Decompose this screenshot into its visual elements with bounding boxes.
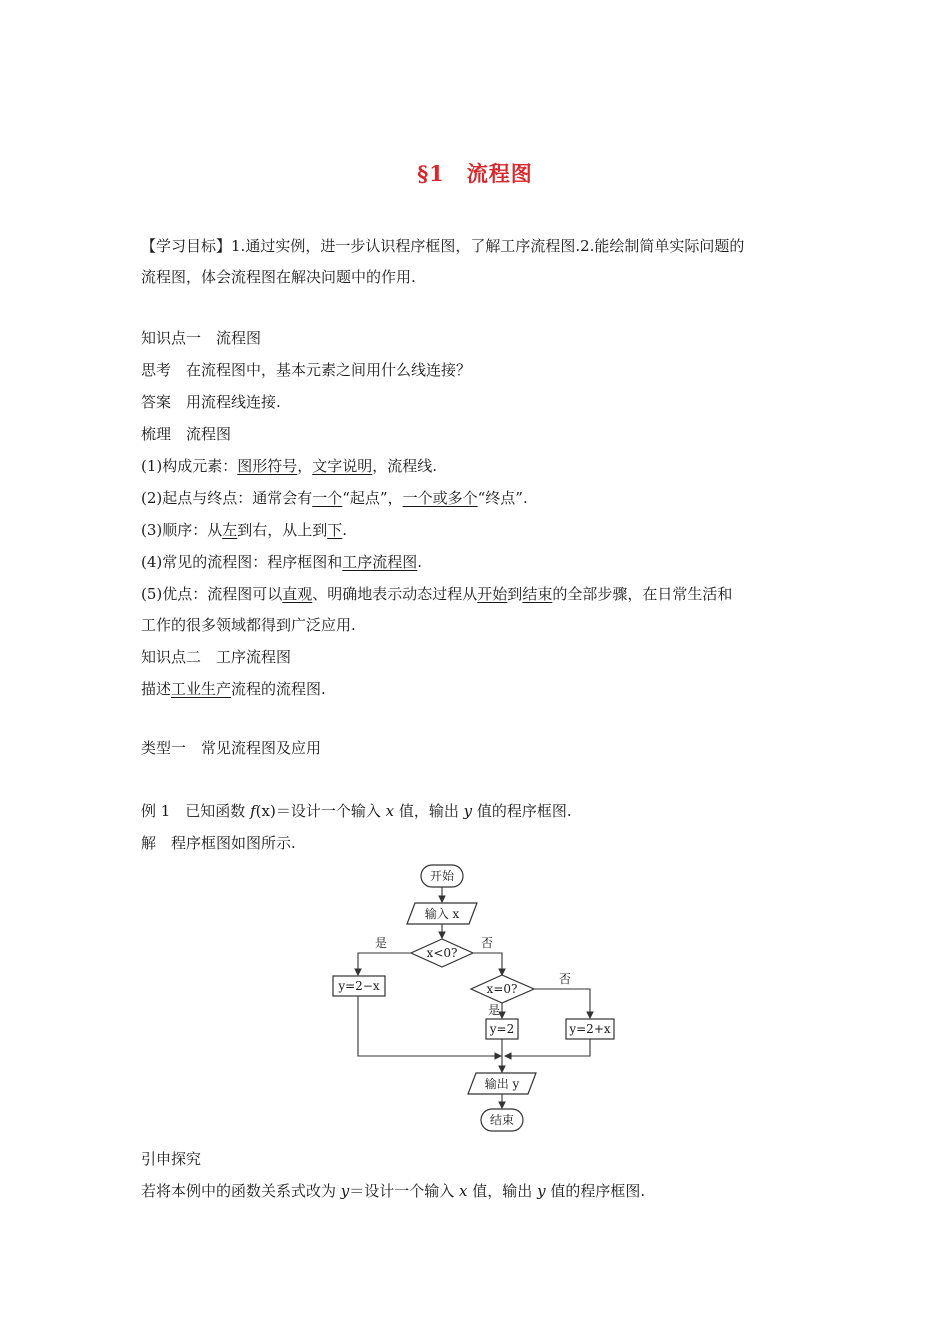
box-left-label: y=2−x [338,979,380,993]
no-label-1: 否 [481,936,494,950]
kp2-heading: 知识点二 工序流程图 [141,648,292,666]
yes-label-1: 是 [375,936,388,950]
box-right-label: y=2+x [569,1022,611,1036]
kp1-item-1: (1)构成元素：图形符号，文字说明，流程线. [141,457,438,475]
kp1-item-5: (5)优点：流程图可以直观、明确地表示动态过程从开始到结束的全部步骤，在日常生活和 [141,585,733,603]
yes-label-2: 是 [488,1003,501,1017]
flowchart [325,858,625,1138]
objectives-line-2: 流程图，体会流程图在解决问题中的作用. [141,268,416,286]
kp2-text: 描述工业生产流程的流程图. [141,680,326,698]
kp1-summary: 梳理 流程图 [141,425,232,443]
solution-text: 解 程序框图如图所示. [141,834,296,852]
type-heading: 类型一 常见流程图及应用 [141,739,322,757]
box-mid-label: y=2 [489,1022,515,1036]
kp1-item-2: (2)起点与终点：通常会有一个“起点”，一个或多个“终点”. [141,489,528,507]
start-label: 开始 [429,869,455,883]
objectives-line-1: 【学习目标】1.通过实例，进一步认识程序框图，了解工序流程图.2.能绘制简单实际问题的 [141,237,745,255]
no-label-2: 否 [559,972,572,986]
end-label: 结束 [489,1113,515,1127]
page-title: §1 流程图 [417,161,533,186]
kp1-think: 思考 在流程图中，基本元素之间用什么线连接？ [141,361,472,379]
decision-1-label: x<0? [426,946,458,960]
kp1-answer: 答案 用流程线连接. [141,393,281,411]
kp1-item-4: (4)常见的流程图：程序框图和工序流程图. [141,553,423,571]
extend-text: 若将本例中的函数关系式改为 y＝设计一个输入 x 值，输出 y 值的程序框图. [141,1182,646,1200]
example-text: 例 1 已知函数 f(x)＝设计一个输入 x 值，输出 y 值的程序框图. [141,802,572,820]
kp1-item-5-cont: 工作的很多领域都得到广泛应用. [141,616,356,634]
kp1-item-3: (3)顺序：从左到右，从上到下. [141,521,348,539]
extend-heading: 引申探究 [141,1150,202,1168]
objectives-label: 【学习目标】 [141,237,232,255]
kp1-heading: 知识点一 流程图 [141,329,262,347]
input-label: 输入 x [424,907,460,921]
decision-2-label: x=0? [486,982,518,996]
output-label: 输出 y [484,1077,520,1091]
